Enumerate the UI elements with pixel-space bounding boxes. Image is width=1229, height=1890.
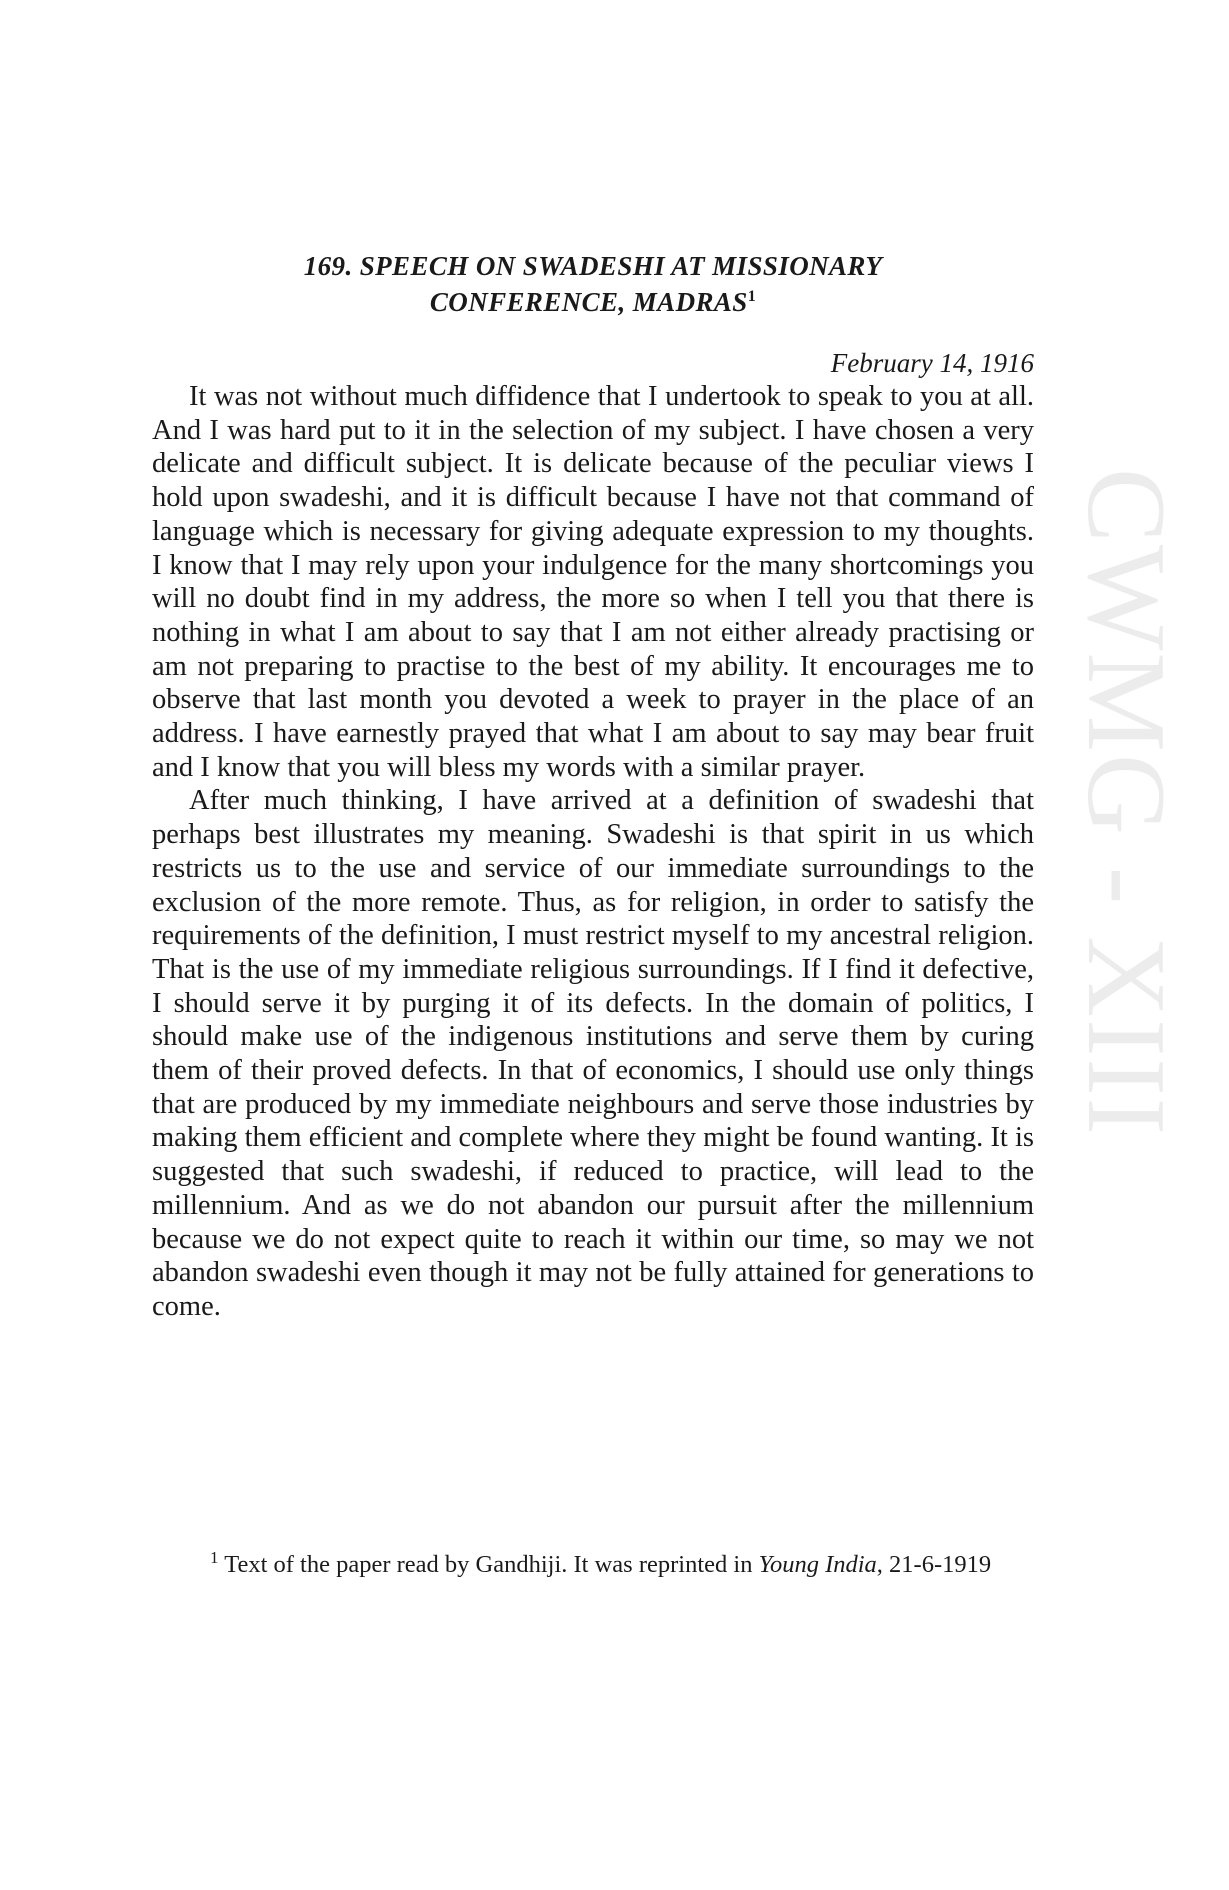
footnote-publication: Young India — [758, 1551, 877, 1578]
page-body — [152, 248, 1034, 1324]
watermark: CWMG - XIII — [1064, 468, 1188, 1137]
footnote — [152, 1547, 1034, 1579]
speech-date: February 14, 1916 — [830, 348, 1034, 378]
paragraph-1: It was not without much diffidence that I undertook to speak to you at all. And I was hard put to it in the selection of my subject. I have chosen a very delicate and difficult subject. It is delicate because of the peculiar views I hold upon swadeshi, and it is difficult because I have not that command of language which is necessary for giving adequate expression to my thoughts. I know that I may rely upon your indulgence for the many shortcomings you will no doubt find in my address, the more so when I tell you that there is nothing in what I am about to say that I am not either already practising or am not preparing to practise to the best of my ability. It encourages me to observe that last month you devoted a week to prayer in the place of an address. I have earnestly prayed that what I am about to say may bear fruit and I know that you will bless my words with a similar prayer. — [152, 381, 1034, 783]
heading-footnote-mark: 1 — [747, 288, 757, 305]
footnote-number: 1 — [210, 1547, 219, 1567]
speech-heading — [152, 248, 1034, 320]
footnote-text-after: , 21-6-1919 — [876, 1551, 992, 1578]
footnote-text-before: Text of the paper read by Gandhiji. It was reprinted in — [224, 1551, 759, 1578]
heading-line-2: CONFERENCE, MADRAS — [429, 287, 748, 317]
heading-line-1: 169. SPEECH ON SWADESHI AT MISSIONARY — [303, 251, 883, 281]
paragraph-2: After much thinking, I have arrived at a definition of swadeshi that perhaps best illustrates my meaning. Swadeshi is that spirit in us which restricts us to the use and service of our immediate surroundings to the exclusion of the more remote. Thus, as for religion, in order to satisfy the requirements of the definition, I must restrict myself to my ancestral religion. That is the use of my immediate religious surroundings. If I find it defective, I should serve it by purging it of its defects. In the domain of politics, I should make use of the indigenous institutions and serve them by curing them of their proved defects. In that of economics, I should use only things that are produced by my immediate neighbours and serve those industries by making them efficient and complete where they might be found wanting. It is suggested that such swadeshi, if reduced to practice, will lead to the millennium. And as we do not abandon our pursuit after the millennium because we do not expect quite to reach it within our time, so may we not abandon swadeshi even though it may not be fully attained for generations to come. — [152, 785, 1034, 1322]
